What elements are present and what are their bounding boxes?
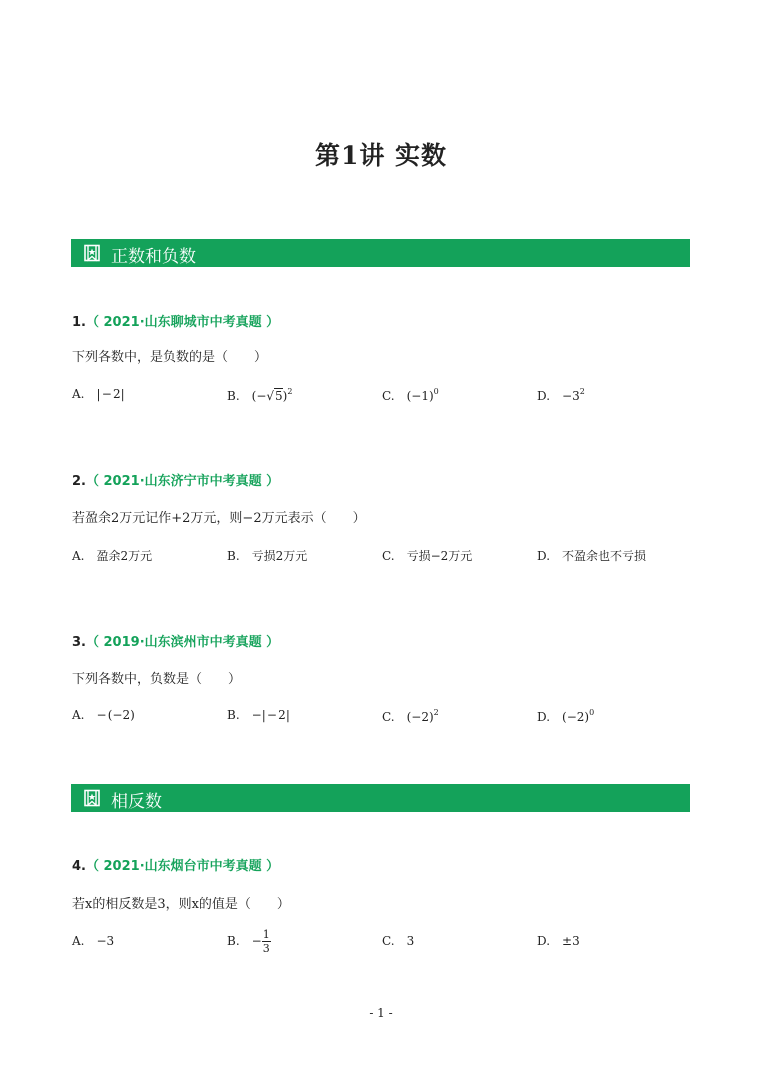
option-a: A. | − 2| <box>72 387 125 401</box>
source-label: （ 2019·山东滨州市中考真题 ） <box>85 635 280 650</box>
question-source <box>72 470 279 489</box>
option-a: A. 盈余2万元 <box>72 549 153 563</box>
question-source <box>72 631 279 650</box>
option-c: C. $(-2)^2$ <box>382 708 439 724</box>
option-a: A. − (−2) <box>72 708 135 722</box>
option-d: D. ±3 <box>537 934 580 948</box>
question-stem: 若盈余2万元记作+2万元，则−2万元表示（ ） <box>72 511 366 526</box>
option-math: $(-√5)^2$ <box>251 387 293 403</box>
option-b: B. − $\frac{1}{3}$ <box>227 928 270 955</box>
option-math: −| − 2| <box>251 708 290 722</box>
option-b: B. 亏损2万元 <box>227 549 308 563</box>
option-math: $-3^2$ <box>562 387 585 403</box>
option-b: B. $(-√5)^2$ <box>227 387 293 403</box>
section-header-positive-negative <box>71 239 690 267</box>
option-d: D. $-3^2$ <box>537 387 585 403</box>
source-label: （ 2021·山东烟台市中考真题 ） <box>85 859 280 874</box>
page-title: 第1讲 实数 <box>314 141 448 170</box>
source-label: （ 2021·山东济宁市中考真题 ） <box>85 474 280 489</box>
option-math: 3 <box>406 934 415 948</box>
option-c: C. $(-1)^0$ <box>382 387 439 403</box>
question-number: 4. <box>72 859 86 874</box>
question-number: 1. <box>72 315 86 330</box>
option-math: − $\frac{1}{3}$ <box>251 928 270 955</box>
bookmark-star-icon <box>83 789 101 807</box>
option-math: $(-2)^2$ <box>406 708 439 724</box>
question-number: 2. <box>72 474 86 489</box>
question-source <box>72 311 279 330</box>
option-math: $(-2)^0$ <box>562 708 595 724</box>
option-d: D. 不盈余也不亏损 <box>537 549 647 563</box>
option-math: − (−2) <box>96 708 135 722</box>
question-stem: 下列各数中，负数是（ ） <box>72 672 242 687</box>
option-math: $(-1)^0$ <box>406 387 439 403</box>
option-math: ±3 <box>562 934 580 948</box>
section-header-opposite-numbers <box>71 784 690 812</box>
option-math: −3 <box>96 934 115 948</box>
option-math: | − 2| <box>96 387 125 401</box>
option-c: C. 3 <box>382 934 415 948</box>
question-number: 3. <box>72 635 86 650</box>
question-stem: 下列各数中，是负数的是（ ） <box>72 350 268 365</box>
option-b: B. −| − 2| <box>227 708 290 722</box>
option-c: C. 亏损−2万元 <box>382 549 473 563</box>
option-d: D. $(-2)^0$ <box>537 708 595 724</box>
section-title: 相反数 <box>111 792 162 812</box>
question-source <box>72 855 279 874</box>
section-title: 正数和负数 <box>111 247 196 267</box>
option-a: A. −3 <box>72 934 115 948</box>
bookmark-star-icon <box>83 244 101 262</box>
question-stem: 若x的相反数是3，则x的值是（ ） <box>72 897 290 912</box>
page-number: - 1 - <box>369 1006 393 1020</box>
source-label: （ 2021·山东聊城市中考真题 ） <box>85 315 280 330</box>
